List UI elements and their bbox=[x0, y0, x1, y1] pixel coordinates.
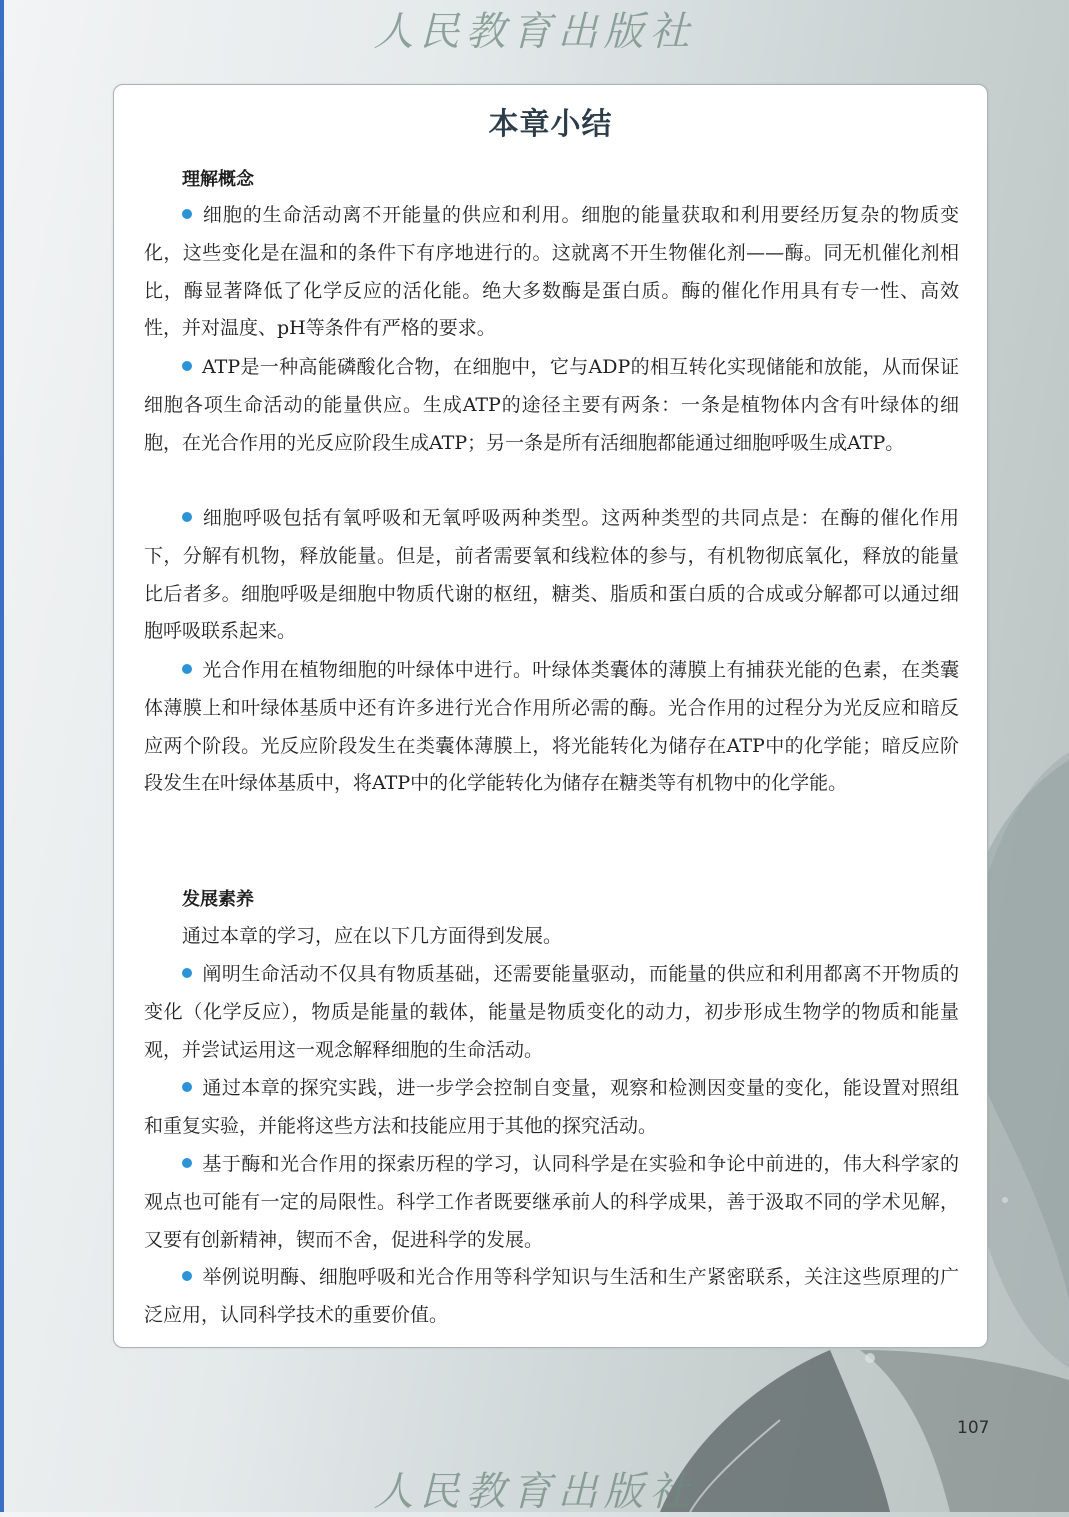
concepts-heading: 理解概念 bbox=[182, 169, 254, 190]
bullet-icon bbox=[182, 1082, 192, 1092]
literacy-paragraph-4: 举例说明酶、细胞呼吸和光合作用等科学知识与生活和生产紧密联系，关注这些原理的广泛应用，认同科学技术的重要价值。 bbox=[144, 1266, 959, 1326]
literacy-paragraph-1: 阐明生命活动不仅具有物质基础，还需要能量驱动，而能量的供应和利用都离不开物质的变化（化学反应），物质是能量的载体，能量是物质变化的动力，初步形成生物学的物质和能量观，并尝试运用这一观念解释细胞的生命活动。 bbox=[144, 963, 959, 1061]
bullet-icon bbox=[182, 968, 192, 978]
bullet-icon bbox=[182, 1271, 192, 1281]
literacy-intro: 通过本章的学习，应在以下几方面得到发展。 bbox=[182, 925, 563, 947]
concept-paragraph-3: 细胞呼吸包括有氧呼吸和无氧呼吸两种类型。这两种类型的共同点是：在酶的催化作用下，分解有机物，释放能量。但是，前者需要氧和线粒体的参与，有机物彻底氧化，释放的能量比后者多。细胞呼吸是细胞中物质代谢的枢纽，糖类、脂质和蛋白质的合成或分解都可以通过细胞呼吸联系起来。 bbox=[144, 507, 959, 643]
chapter-summary-card bbox=[113, 84, 988, 1348]
concept-paragraph-2: ATP是一种高能磷酸化合物，在细胞中，它与ADP的相互转化实现储能和放能，从而保证细胞各项生命活动的能量供应。生成ATP的途径主要有两条：一条是植物体内含有叶绿体的细胞，在光合作用的光反应阶段生成ATP；另一条是所有活细胞都能通过细胞呼吸生成ATP。 bbox=[144, 356, 959, 454]
bullet-icon bbox=[182, 209, 192, 219]
bullet-icon bbox=[182, 361, 192, 371]
publisher-watermark-top: 人民教育出版社 bbox=[373, 9, 696, 55]
page-number: 107 bbox=[957, 1418, 990, 1438]
literacy-paragraph-3: 基于酶和光合作用的探索历程的学习，认同科学是在实验和争论中前进的，伟大科学家的观点也可能有一定的局限性。科学工作者既要继承前人的科学成果，善于汲取不同的学术见解，又要有创新精神，锲而不舍，促进科学的发展。 bbox=[144, 1153, 959, 1251]
concept-paragraph-4: 光合作用在植物细胞的叶绿体中进行。叶绿体类囊体的薄膜上有捕获光能的色素，在类囊体薄膜上和叶绿体基质中还有许多进行光合作用所必需的酶。光合作用的过程分为光反应和暗反应两个阶段。光反应阶段发生在类囊体薄膜上，将光能转化为储存在ATP中的化学能；暗反应阶段发生在叶绿体基质中，将ATP中的化学能转化为储存在糖类等有机物中的化学能。 bbox=[144, 659, 959, 795]
concept-paragraph-1: 细胞的生命活动离不开能量的供应和利用。细胞的能量获取和利用要经历复杂的物质变化，这些变化是在温和的条件下有序地进行的。这就离不开生物催化剂——酶。同无机催化剂相比，酶显著降低了化学反应的活化能。绝大多数酶是蛋白质。酶的催化作用具有专一性、高效性，并对温度、pH等条件有严格的要求。 bbox=[144, 204, 959, 340]
bullet-icon bbox=[182, 512, 192, 522]
publisher-watermark-bottom: 人民教育出版社 bbox=[373, 1469, 696, 1515]
bullet-icon bbox=[182, 664, 192, 674]
bullet-icon bbox=[182, 1158, 192, 1168]
summary-title: 本章小结 bbox=[488, 107, 613, 142]
literacy-paragraph-2: 通过本章的探究实践，进一步学会控制自变量，观察和检测因变量的变化，能设置对照组和重复实验，并能将这些方法和技能应用于其他的探究活动。 bbox=[144, 1077, 959, 1137]
literacy-heading: 发展素养 bbox=[182, 889, 254, 910]
